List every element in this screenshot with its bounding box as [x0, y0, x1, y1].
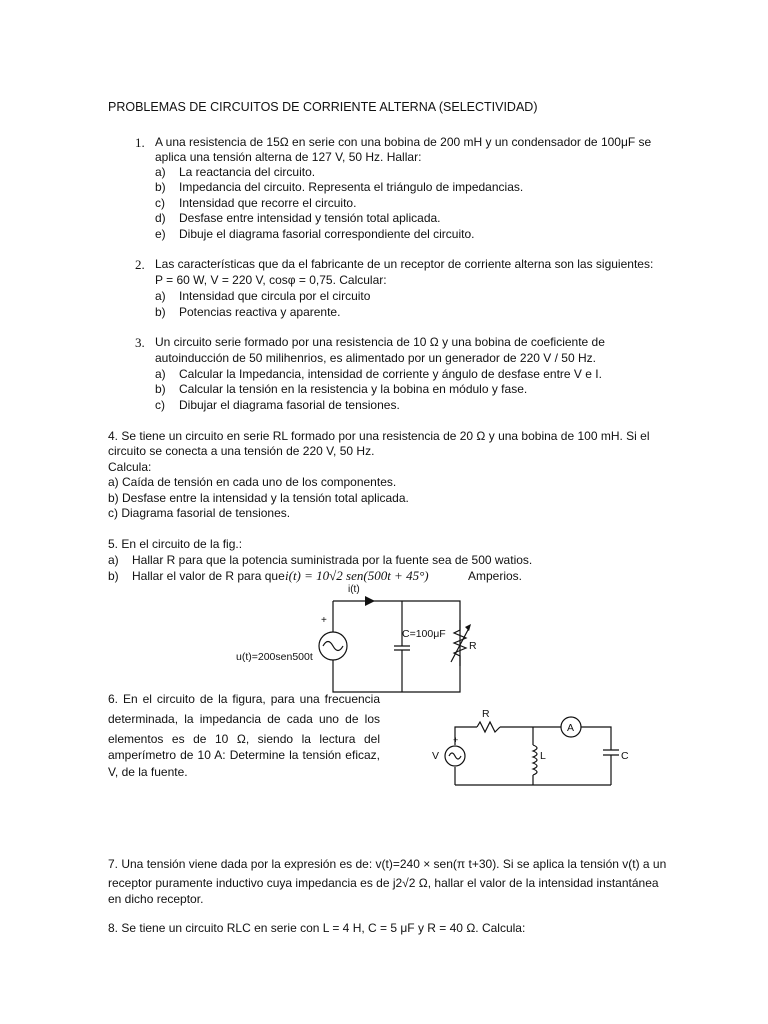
problem-4-item: c) Diagrama fasorial de tensiones.: [108, 506, 291, 520]
problem-2-item-label: b): [155, 305, 166, 319]
problem-2-item-label: a): [155, 289, 166, 303]
capacitor-symbol: [394, 601, 410, 692]
problem-6-line: determinada, la impedancia de cada uno de los: [108, 712, 380, 726]
problem-1-item-label: d): [155, 211, 166, 225]
problem-3-item-text: Calcular la Impedancia, intensidad de corriente y ángulo de desfase entre V e I.: [179, 367, 602, 381]
document-title: PROBLEMAS DE CIRCUITOS DE CORRIENTE ALTERNA (SELECTIVIDAD): [108, 100, 538, 114]
capacitor-label: C: [621, 750, 629, 762]
problem-1-line-1: A una resistencia de 15Ω en serie con una bobina de 200 mH y un condensador de 100μF se: [155, 135, 652, 149]
ac-wave-icon: [323, 642, 343, 651]
plus-sign: +: [321, 615, 327, 626]
problem-7-line-1: 7. Una tensión viene dada por la expresión es de: v(t)=240 × sen(π t+30). Si se aplica la tensión v(t) a un: [108, 857, 667, 871]
problem-7-line-2: receptor puramente inductivo cuya impedancia es de j2√2 Ω, hallar el valor de la intensidad instantánea: [108, 876, 659, 890]
problem-1-item-label: e): [155, 227, 166, 241]
current-label: i(t): [348, 584, 360, 595]
ac-wave-icon: [449, 753, 461, 759]
circuit-wire: [455, 727, 477, 745]
problem-3-item-text: Dibujar el diagrama fasorial de tensiones.: [179, 398, 400, 412]
arrow-head-icon: [465, 624, 471, 631]
problem-2-line-1: Las características que da el fabricante de un receptor de corriente alterna son las siguientes:: [155, 257, 654, 271]
problem-1-item-text: Intensidad que recorre el circuito.: [179, 196, 357, 210]
current-arrow-icon: [365, 596, 375, 606]
problem-3-item-label: a): [155, 367, 166, 381]
ammeter-label: A: [567, 722, 575, 734]
problem-1-item-text: Impedancia del circuito. Representa el triángulo de impedancias.: [179, 180, 524, 194]
problem-1-item-label: b): [155, 180, 166, 194]
problem-1-item-label: a): [155, 165, 166, 179]
problem-3-line-2: autoinducción de 50 milihenrios, es alimentado por un generador de 220 V / 50 Hz.: [155, 351, 596, 365]
problem-4-item: a) Caída de tensión en cada uno de los componentes.: [108, 475, 397, 489]
problem-2-line-2: P = 60 W, V = 220 V, cosφ = 0,75. Calcular:: [155, 273, 387, 287]
capacitor-symbol: [581, 727, 619, 785]
capacitor-label: C=100μF: [402, 628, 446, 640]
resistor-label: R: [482, 708, 490, 720]
circuit-figure-6: [425, 705, 640, 790]
resistor-symbol: [477, 722, 500, 732]
source-label: u(t)=200sen500t: [236, 651, 313, 663]
problem-1-item-text: La reactancia del circuito.: [179, 165, 316, 179]
problem-5-item-label: a): [108, 553, 119, 567]
problem-3-line-1: Un circuito serie formado por una resistencia de 10 Ω y una bobina de coeficiente de: [155, 335, 605, 349]
current-equation: i(t) = 10√2 sen(500t + 45°): [285, 568, 429, 583]
problem-8-line-1: 8. Se tiene un circuito RLC en serie con L = 4 H, C = 5 μF y R = 40 Ω. Calcula:: [108, 921, 526, 935]
problem-5-item-label: b): [108, 569, 119, 583]
problem-5-item-text: Hallar R para que la potencia suministrada por la fuente sea de 500 watios.: [132, 553, 533, 567]
problem-4-item: b) Desfase entre la intensidad y la tensión total aplicada.: [108, 491, 409, 505]
problem-5-line-1: 5. En el circuito de la fig.:: [108, 537, 243, 551]
problem-6-line: amperímetro de 10 A: Determine la tensión eficaz,: [108, 748, 380, 762]
problem-3-item-text: Calcular la tensión en la resistencia y la bobina en módulo y fase.: [179, 382, 528, 396]
problem-5-item-text: Hallar el valor de R para que: [132, 569, 285, 583]
problem-6-line: V, de la fuente.: [108, 765, 188, 779]
problem-3-item-label: c): [155, 398, 165, 412]
problem-2-item-text: Potencias reactiva y aparente.: [179, 305, 341, 319]
problem-3-number: 3.: [135, 335, 145, 350]
problem-4-line-1: 4. Se tiene un circuito en serie RL formado por una resistencia de 20 Ω y una bobina de 100 mH. Si el: [108, 429, 650, 443]
problem-6-line: 6. En el circuito de la figura, para una frecuencia: [108, 692, 380, 706]
problem-1-item-text: Dibuje el diagrama fasorial correspondiente del circuito.: [179, 227, 475, 241]
voltage-label: V: [432, 750, 440, 762]
problem-4-line-2: circuito se conecta a una tensión de 220 V, 50 Hz.: [108, 444, 375, 458]
inductor-label: L: [540, 750, 546, 762]
problem-4-line-3: Calcula:: [108, 460, 152, 474]
inductor-symbol: [533, 745, 537, 775]
problem-5-item-tail: Amperios.: [468, 569, 523, 583]
problem-1-item-label: c): [155, 196, 165, 210]
circuit-figure-5: [225, 580, 475, 695]
problem-1-line-2: aplica una tensión alterna de 127 V, 50 Hz. Hallar:: [155, 150, 422, 164]
problem-7-line-3: en dicho receptor.: [108, 892, 204, 906]
resistor-label: R: [469, 640, 477, 652]
problem-6-line: elementos es de 10 Ω, siendo la lectura del: [108, 732, 380, 746]
problem-1-number: 1.: [135, 135, 145, 150]
problem-3-item-label: b): [155, 382, 166, 396]
problem-2-item-text: Intensidad que circula por el circuito: [179, 289, 371, 303]
problem-2-number: 2.: [135, 257, 145, 272]
problem-1-item-text: Desfase entre intensidad y tensión total aplicada.: [179, 211, 441, 225]
plus-sign: +: [453, 735, 459, 745]
